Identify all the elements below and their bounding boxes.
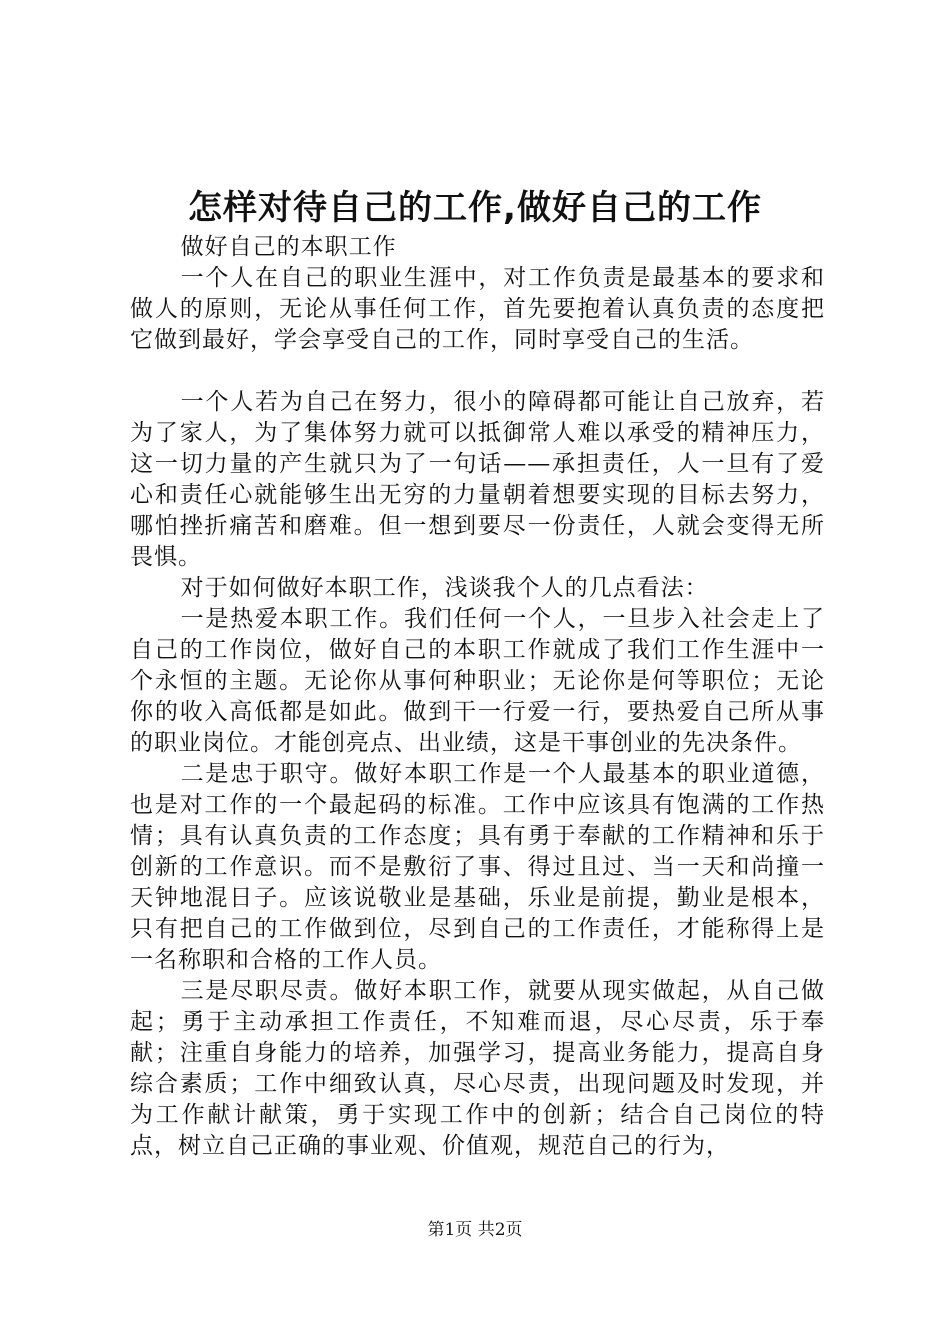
paragraph: 一个人若为自己在努力，很小的障碍都可能让自己放弃，若为了家人，为了集体努力就可以抵御常人难以承受的精神压力，这一切力量的产生就只为了一句话——承担责任，人一旦有了爱心和责任心就能够生出无穷的力量朝着想要实现的目标去努力，哪怕挫折痛苦和磨难。但一想到要尽一份责任，人就会变得无所畏惧。 <box>130 389 825 570</box>
document-title: 怎样对待自己的工作,做好自己的工作 <box>188 188 762 228</box>
paragraph: 一个人在自己的职业生涯中，对工作负责是最基本的要求和做人的原则，无论从事任何工作，首先要抱着认真负责的态度把它做到最好，学会享受自己的工作，同时享受自己的生活。 <box>130 265 825 353</box>
paragraph: 三是尽职尽责。做好本职工作，就要从现实做起，从自己做起；勇于主动承担工作责任，不知难而退，尽心尽责，乐于奉献；注重自身能力的培养，加强学习，提高业务能力，提高自身综合素质；工作中细致认真，尽心尽责，出现问题及时发现，并为工作献计献策，勇于实现工作中的创新；结合自己岗位的特点，树立自己正确的事业观、价值观，规范自己的行为， <box>130 978 825 1159</box>
blank-line <box>130 356 825 387</box>
section-heading: 做好自己的本职工作 <box>180 234 397 260</box>
page-number-footer: 第1页 共2页 <box>427 1220 523 1240</box>
paragraph: 一是热爱本职工作。我们任何一个人，一旦步入社会走上了自己的工作岗位，做好自己的本职工作就成了我们工作生涯中一个永恒的主题。无论你从事何种职业；无论你是何等职位；无论你的收入高低都是如此。做到干一行爱一行，要热爱自己所从事的职业岗位。才能创亮点、出业绩，这是干事创业的先决条件。 <box>130 606 825 756</box>
paragraph: 对于如何做好本职工作，浅谈我个人的几点看法： <box>180 575 709 601</box>
paragraph: 二是忠于职守。做好本职工作是一个人最基本的职业道德，也是对工作的一个最起码的标准。工作中应该具有饱满的工作热情；具有认真负责的工作态度；具有勇于奉献的工作精神和乐于创新的工作意识。而不是敷衍了事、得过且过、当一天和尚撞一天钟地混日子。应该说敬业是基础，乐业是前提，勤业是根本，只有把自己的工作做到位，尽到自己的工作责任，才能称得上是一名称职和合格的工作人员。 <box>130 761 825 973</box>
document-body <box>130 232 825 1162</box>
